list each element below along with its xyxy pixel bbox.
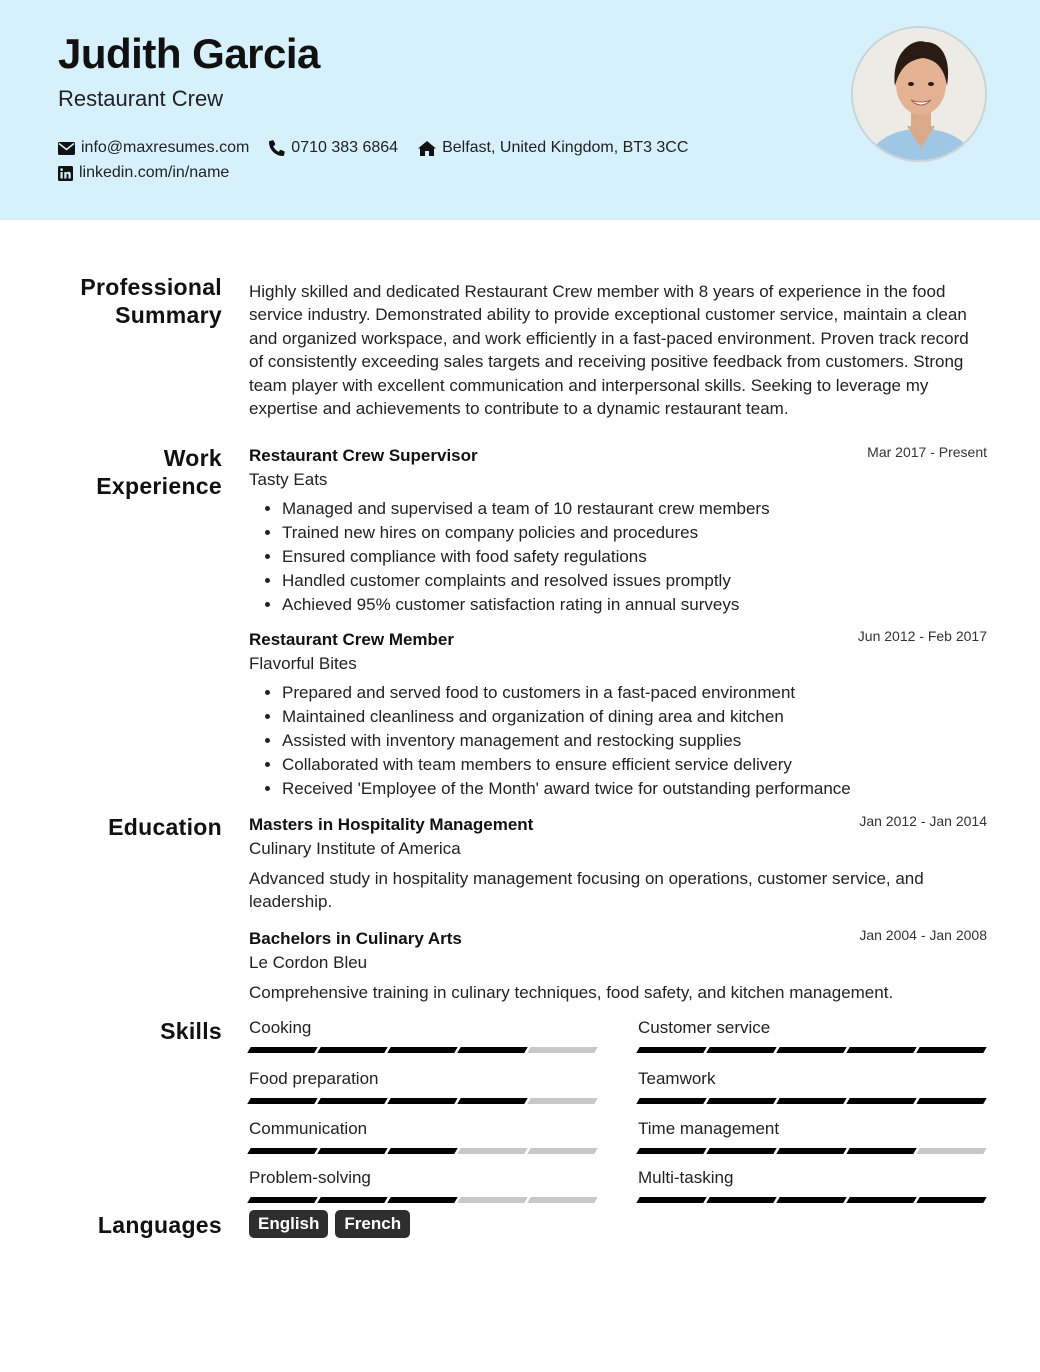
- contact-email[interactable]: [58, 139, 249, 157]
- list-item: • Managed and supervised a team of 10 restaurant crew members: [282, 497, 987, 521]
- skill-segment-filled: [846, 1148, 916, 1154]
- section-title-work: [96, 444, 222, 500]
- section-title-skills: Skills: [160, 1018, 222, 1044]
- section-title-education: Education: [108, 814, 222, 840]
- profile-photo: [851, 26, 987, 162]
- skill-segment-filled: [457, 1047, 527, 1053]
- job-title: Restaurant Crew Member: [249, 630, 455, 649]
- skill-segment-filled: [317, 1148, 387, 1154]
- section-title-line: Professional: [80, 274, 222, 300]
- skill-segment-empty: [527, 1098, 597, 1104]
- list-item: • Maintained cleanliness and organization of dining area and kitchen: [282, 705, 987, 729]
- skill-segment-filled: [846, 1047, 916, 1053]
- skill-segment-empty: [457, 1197, 527, 1203]
- skill-segment-empty: [457, 1148, 527, 1154]
- education-entry: [249, 815, 987, 913]
- degree-title: Masters in Hospitality Management: [249, 815, 534, 834]
- language-tags: [249, 1210, 987, 1238]
- job-entry: [249, 446, 987, 617]
- contact-phone[interactable]: [269, 139, 398, 157]
- degree-title: Bachelors in Culinary Arts: [249, 929, 462, 948]
- contact-row-2: [58, 164, 249, 182]
- skill-segment-empty: [916, 1148, 986, 1154]
- linkedin-icon: [58, 166, 73, 181]
- skill-segment-filled: [706, 1047, 776, 1053]
- job-date: Jun 2012 - Feb 2017: [857, 628, 987, 644]
- education-description: Comprehensive training in culinary techniques, food safety, and kitchen management.: [249, 983, 894, 1002]
- list-item: • Received 'Employee of the Month' award twice for outstanding performance: [282, 777, 987, 801]
- skill-segment-filled: [846, 1197, 916, 1203]
- list-item: • Assisted with inventory management and restocking supplies: [282, 729, 987, 753]
- skill-name: Communication: [249, 1119, 368, 1138]
- summary-section: [249, 280, 987, 420]
- job-company: Flavorful Bites: [249, 654, 357, 673]
- skill-rating-bar: [638, 1148, 985, 1154]
- candidate-name: Judith Garcia: [58, 30, 320, 77]
- skill-rating-bar: [249, 1098, 596, 1104]
- skill-rating-bar: [638, 1197, 985, 1203]
- section-title-languages: Languages: [97, 1212, 222, 1238]
- section-title-line: Experience: [96, 473, 222, 499]
- list-item: • Collaborated with team members to ensure efficient service delivery: [282, 753, 987, 777]
- education-date: Jan 2012 - Jan 2014: [859, 813, 987, 829]
- profile-photo-image: [853, 28, 987, 162]
- skill-segment-filled: [317, 1197, 387, 1203]
- phone-text: 0710 383 6864: [291, 139, 399, 156]
- skill-segment-filled: [387, 1197, 457, 1203]
- email-text: info@maxresumes.com: [81, 139, 250, 156]
- phone-icon: [269, 140, 285, 156]
- skill-segment-filled: [636, 1098, 706, 1104]
- skill-segment-filled: [916, 1047, 986, 1053]
- section-title-line: Work: [163, 445, 222, 471]
- skill-segment-filled: [247, 1148, 317, 1154]
- skill-segment-filled: [247, 1197, 317, 1203]
- skill-segment-filled: [776, 1098, 846, 1104]
- skill-segment-empty: [527, 1047, 597, 1053]
- contact-row: [58, 139, 708, 157]
- skill-segment-filled: [706, 1197, 776, 1203]
- skill-rating-bar: [249, 1047, 596, 1053]
- skill-rating-bar: [638, 1047, 985, 1053]
- skill-name: Customer service: [638, 1018, 771, 1037]
- skill-item: [638, 1018, 986, 1038]
- education-entry: [249, 929, 987, 1004]
- skill-segment-filled: [317, 1047, 387, 1053]
- skill-segment-filled: [387, 1098, 457, 1104]
- job-entry: [249, 630, 987, 801]
- section-title-line: Summary: [115, 302, 222, 328]
- skill-segment-empty: [527, 1148, 597, 1154]
- skill-segment-filled: [706, 1098, 776, 1104]
- skill-segment-filled: [247, 1098, 317, 1104]
- skill-item: [638, 1168, 986, 1188]
- skill-segment-empty: [527, 1197, 597, 1203]
- list-item: • Achieved 95% customer satisfaction rating in annual surveys: [282, 593, 987, 617]
- skill-segment-filled: [636, 1197, 706, 1203]
- skill-rating-bar: [249, 1197, 596, 1203]
- job-company: Tasty Eats: [249, 470, 328, 489]
- list-item: • Trained new hires on company policies and procedures: [282, 521, 987, 545]
- skill-segment-filled: [706, 1148, 776, 1154]
- contact-address: [418, 139, 688, 157]
- languages-section: [249, 1210, 987, 1238]
- language-tag: French: [335, 1210, 410, 1238]
- job-bullets: [249, 681, 987, 801]
- school-name: Le Cordon Bleu: [249, 953, 368, 972]
- candidate-role: Restaurant Crew: [58, 86, 224, 111]
- job-date: Mar 2017 - Present: [867, 444, 987, 460]
- skill-name: Food preparation: [249, 1069, 379, 1088]
- skill-segment-filled: [387, 1148, 457, 1154]
- skill-item: [249, 1018, 597, 1038]
- skill-rating-bar: [638, 1098, 985, 1104]
- skill-item: [249, 1168, 597, 1188]
- skill-name: Multi-tasking: [638, 1168, 734, 1187]
- skill-item: [249, 1119, 597, 1139]
- skill-segment-filled: [457, 1098, 527, 1104]
- job-title: Restaurant Crew Supervisor: [249, 446, 478, 465]
- home-icon: [418, 141, 436, 156]
- skill-segment-filled: [776, 1047, 846, 1053]
- skill-name: Teamwork: [638, 1069, 716, 1088]
- skill-item: [638, 1069, 986, 1089]
- list-item: • Handled customer complaints and resolved issues promptly: [282, 569, 987, 593]
- education-description: Advanced study in hospitality management focusing on operations, customer service, and leadership.: [249, 869, 924, 911]
- language-tag: English: [249, 1210, 328, 1238]
- skill-segment-filled: [846, 1098, 916, 1104]
- skill-segment-filled: [387, 1047, 457, 1053]
- section-title-summary: [80, 273, 222, 329]
- skill-name: Time management: [638, 1119, 780, 1138]
- skill-segment-filled: [636, 1047, 706, 1053]
- envelope-icon: [58, 142, 75, 155]
- skill-name: Cooking: [249, 1018, 312, 1037]
- list-item: • Prepared and served food to customers in a fast-paced environment: [282, 681, 987, 705]
- education-date: Jan 2004 - Jan 2008: [859, 927, 987, 943]
- school-name: Culinary Institute of America: [249, 839, 461, 858]
- skill-segment-filled: [916, 1098, 986, 1104]
- skill-segment-filled: [776, 1197, 846, 1203]
- resume-header: [0, 0, 1040, 220]
- address-text: Belfast, United Kingdom, BT3 3CC: [442, 139, 689, 156]
- skill-segment-filled: [776, 1148, 846, 1154]
- contact-linkedin[interactable]: [58, 164, 229, 182]
- skill-segment-filled: [317, 1098, 387, 1104]
- job-bullets: [249, 497, 987, 617]
- skill-segment-filled: [636, 1148, 706, 1154]
- skill-item: [638, 1119, 986, 1139]
- skill-name: Problem-solving: [249, 1168, 371, 1187]
- summary-text: Highly skilled and dedicated Restaurant Crew member with 8 years of experience in the food service industry. Demonstrated ability to provide exceptional customer service, maintain a clean and organized workspace, and work efficiently in a fast-paced environment. Proven track record of consistently exceeding sales targets and receiving positive feedback from customers. Strong team player with excellent communication and interpersonal skills. Seeking to leverage my expertise and achievements to contribute to a dynamic restaurant team.: [249, 282, 969, 419]
- skill-segment-filled: [247, 1047, 317, 1053]
- skill-segment-filled: [916, 1197, 986, 1203]
- skill-rating-bar: [249, 1148, 596, 1154]
- skill-item: [249, 1069, 597, 1089]
- linkedin-text: linkedin.com/in/name: [79, 164, 230, 181]
- list-item: • Ensured compliance with food safety regulations: [282, 545, 987, 569]
